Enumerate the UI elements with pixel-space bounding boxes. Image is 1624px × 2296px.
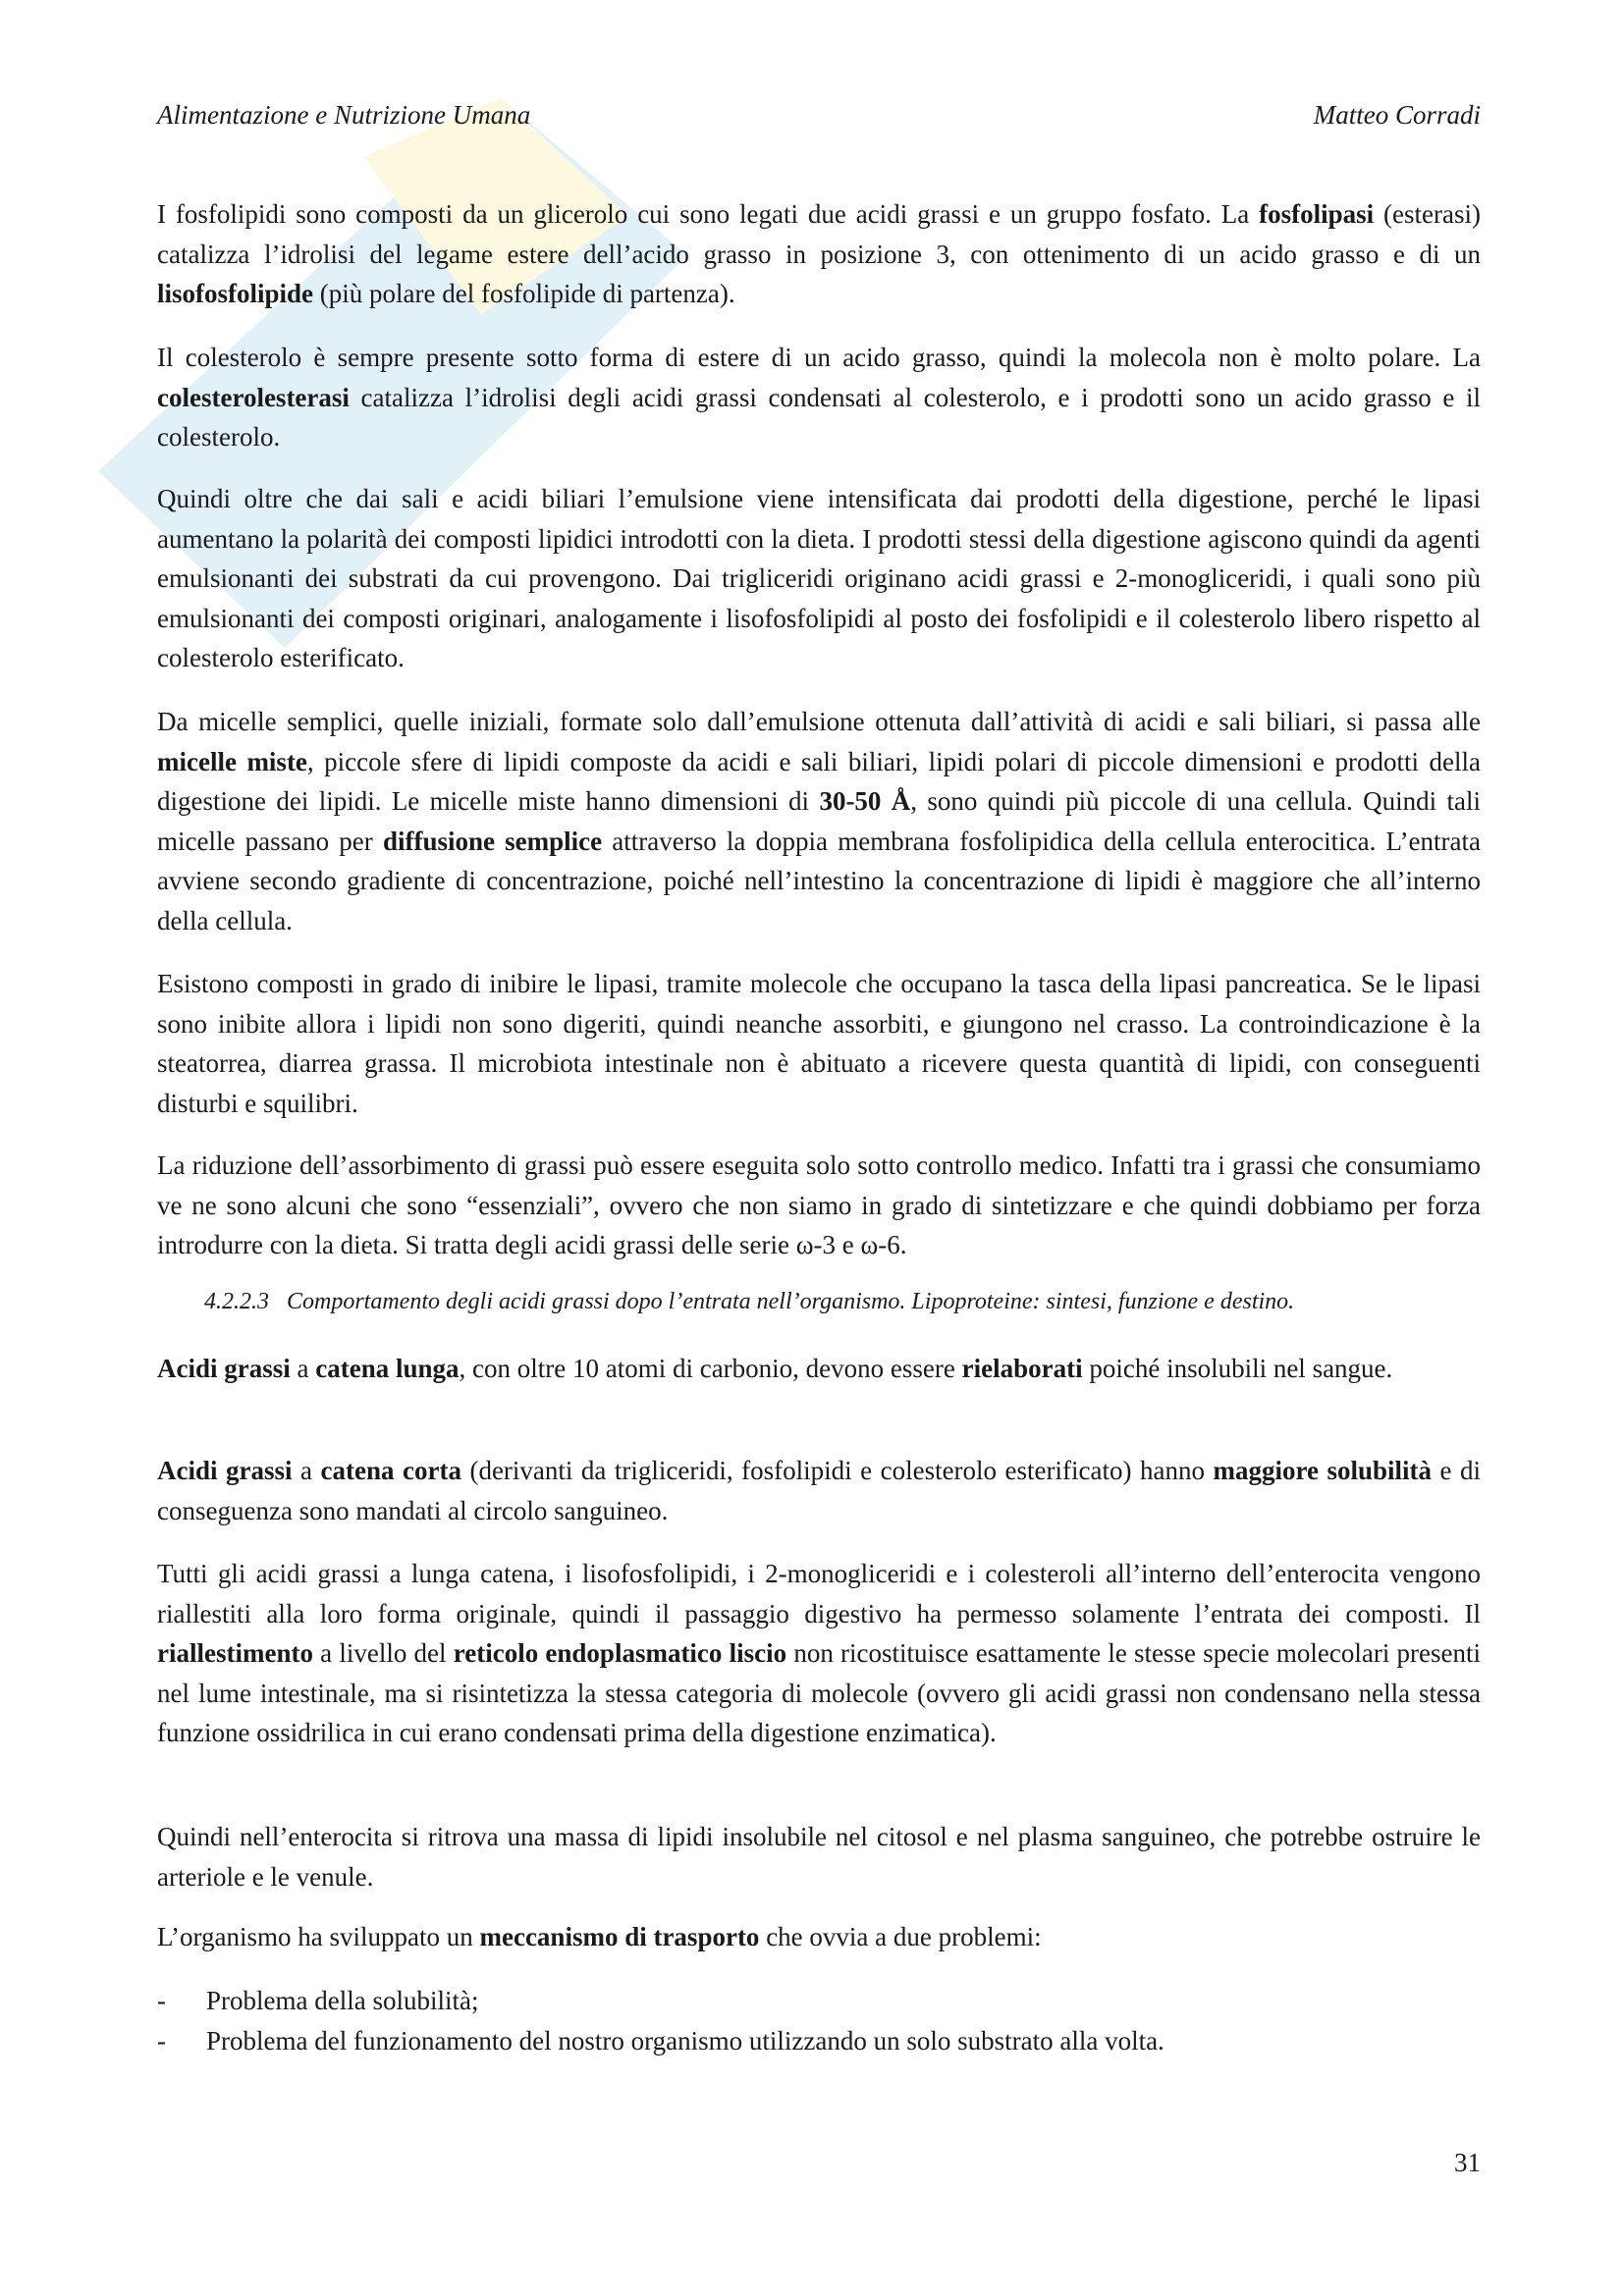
bold-term: Acidi grassi (157, 1354, 291, 1383)
paragraph (157, 479, 1481, 678)
text-run: Quindi oltre che dai sali e acidi biliari l’emulsione viene intensificata dai prodotti della digestione, perché le lipasi aumentano la polarità dei composti lipidici introdotti con la dieta. I prodotti stessi della digestione agiscono quindi da agenti emulsionanti dei substrati da cui provengono. Dai trigliceridi originano acidi grassi e 2-monogliceridi, i quali sono più emulsionanti dei composti originari, analogamente i lisofosfolipidi al posto dei fosfolipidi e il colesterolo libero rispetto al colesterolo esterificato. (157, 484, 1481, 673)
list-dash: - (157, 2025, 166, 2056)
bold-term: lisofosfolipide (157, 279, 314, 309)
text-run: , con oltre 10 atomi di carbonio, devono essere (459, 1354, 962, 1383)
text-run: Da micelle semplici, quelle iniziali, formate solo dall’emulsione ottenuta dall’attività di acidi e sali biliari, si passa alle (157, 707, 1481, 736)
text-run: poiché insolubili nel sangue. (1082, 1354, 1393, 1383)
text-run: , piccole sfere di lipidi composte da acidi e sali biliari, lipidi polari di piccole dimensioni e prodotti della digestione dei lipidi. Le micelle miste hanno dimensioni di (157, 746, 1481, 817)
bold-term: meccanismo di trasporto (479, 1922, 760, 1951)
list-item-text: Problema della solubilità; (206, 1986, 479, 2015)
text-run: che ovvia a due problemi: (759, 1922, 1042, 1951)
bold-term: 30-50 Å (819, 786, 911, 817)
list-item-text: Problema del funzionamento del nostro organismo utilizzando un solo substrato alla volta. (206, 2025, 1164, 2056)
text-run: non ricostituisce esattamente le stesse specie molecolari presenti nel lume intestinale, ma si risintetizza la stessa categoria di molecole (ovvero gli acidi grassi non condensano nella stessa funzione ossidrilica in cui erano condensati prima della digestione enzimatica). (157, 1638, 1481, 1748)
bold-term: catena lunga (315, 1354, 460, 1383)
text-run: (esterasi) catalizza l’idrolisi del legame estere dell’acido grasso in posizione 3, con ottenimento di un acido grasso e di un (157, 199, 1481, 269)
paragraph (157, 702, 1481, 941)
list-dash: - (157, 1986, 166, 2015)
bold-term: colesterolesterasi (157, 382, 350, 412)
paragraph (157, 338, 1481, 457)
paragraph (157, 1817, 1481, 1896)
bold-term: diffusione semplice (382, 826, 603, 856)
bold-term: reticolo endoplasmatico liscio (453, 1638, 787, 1669)
subsection-heading (204, 1289, 1481, 1315)
bold-term: rielaborati (961, 1354, 1083, 1383)
paragraph (157, 1349, 1481, 1389)
header-author: Matteo Corradi (1313, 100, 1481, 130)
bullet-list (157, 1981, 1481, 2060)
text-run: (più polare del fosfolipide di partenza). (313, 279, 735, 309)
paragraph (157, 194, 1481, 314)
list-item (157, 2021, 1481, 2061)
paragraph (157, 964, 1481, 1123)
list-item (157, 1981, 1481, 2021)
subsection-number: 4.2.2.3 (204, 1289, 269, 1314)
text-run: Tutti gli acidi grassi a lunga catena, i lisofosfolipidi, i 2-monogliceridi e i colesteroli all’interno dell’enterocita vengono riallestiti alla loro forma originale, quindi il passaggio digestivo ha permesso solamente l’entrata dei composti. Il (157, 1559, 1481, 1629)
text-run: (derivanti da trigliceridi, fosfolipidi e colesterolo esterificato) hanno (460, 1456, 1214, 1485)
page-number: 31 (1454, 2148, 1481, 2177)
paragraph (157, 1451, 1481, 1530)
text-run: , sono quindi più piccole di una cellula. Quindi tali micelle passano per (157, 786, 1481, 856)
bold-term: micelle miste (157, 746, 307, 776)
text-run: I fosfolipidi sono composti da un glicerolo cui sono legati due acidi grassi e un gruppo fosfato. La (157, 199, 1260, 229)
paragraph (157, 1146, 1481, 1265)
text-run: catalizza l’idrolisi degli acidi grassi condensati al colesterolo, e i prodotti sono un acido grasso e il colesterolo. (157, 382, 1481, 453)
text-run: Il colesterolo è sempre presente sotto forma di estere di un acido grasso, quindi la molecola non è molto polare. La (157, 343, 1481, 372)
text-run: a (290, 1354, 316, 1383)
subsection-title: Comportamento degli acidi grassi dopo l’entrata nell’organismo. Lipoproteine: sintesi, funzione e destino. (287, 1289, 1295, 1314)
text-run: e di conseguenza sono mandati al circolo sanguineo. (157, 1456, 1481, 1525)
text-run: attraverso la doppia membrana fosfolipidica della cellula enterocitica. L’entrata avviene secondo gradiente di concentrazione, poiché nell’intestino la concentrazione di lipidi è maggiore che all’interno della cellula. (157, 826, 1482, 935)
paragraph (157, 1554, 1481, 1753)
text-run: Quindi nell’enterocita si ritrova una massa di lipidi insolubile nel citosol e nel plasma sanguineo, che potrebbe ostruire le arteriole e le venule. (157, 1822, 1481, 1892)
bold-term: catena corta (320, 1456, 461, 1485)
text-run: L’organismo ha sviluppato un (157, 1922, 480, 1951)
bold-term: maggiore solubilità (1213, 1456, 1432, 1485)
text-run: Esistono composti in grado di inibire le lipasi, tramite molecole che occupano la tasca della lipasi pancreatica. Se le lipasi sono inibite allora i lipidi non sono digeriti, quindi neanche assorbiti, e giungono nel crasso. La controindicazione è la steatorrea, diarrea grassa. Il microbiota intestinale non è abituato a ricevere questa quantità di lipidi, con conseguenti disturbi e squilibri. (157, 969, 1481, 1118)
header-title: Alimentazione e Nutrizione Umana (157, 100, 531, 130)
text-run: a (292, 1456, 321, 1485)
text-run: La riduzione dell’assorbimento di grassi può essere eseguita solo sotto controllo medico. Infatti tra i grassi che consumiamo ve ne sono alcuni che sono “essenziali”, ovvero che non siamo in grado di sintetizzare e che quindi dobbiamo per forza introdurre con la dieta. Si tratta degli acidi grassi delle serie ω-3 e ω-6. (157, 1150, 1481, 1260)
text-run: a livello del (312, 1638, 454, 1669)
bold-term: fosfolipasi (1259, 199, 1375, 229)
paragraph (157, 1917, 1481, 1957)
bold-term: Acidi grassi (157, 1456, 293, 1485)
bold-term: riallestimento (157, 1638, 313, 1669)
